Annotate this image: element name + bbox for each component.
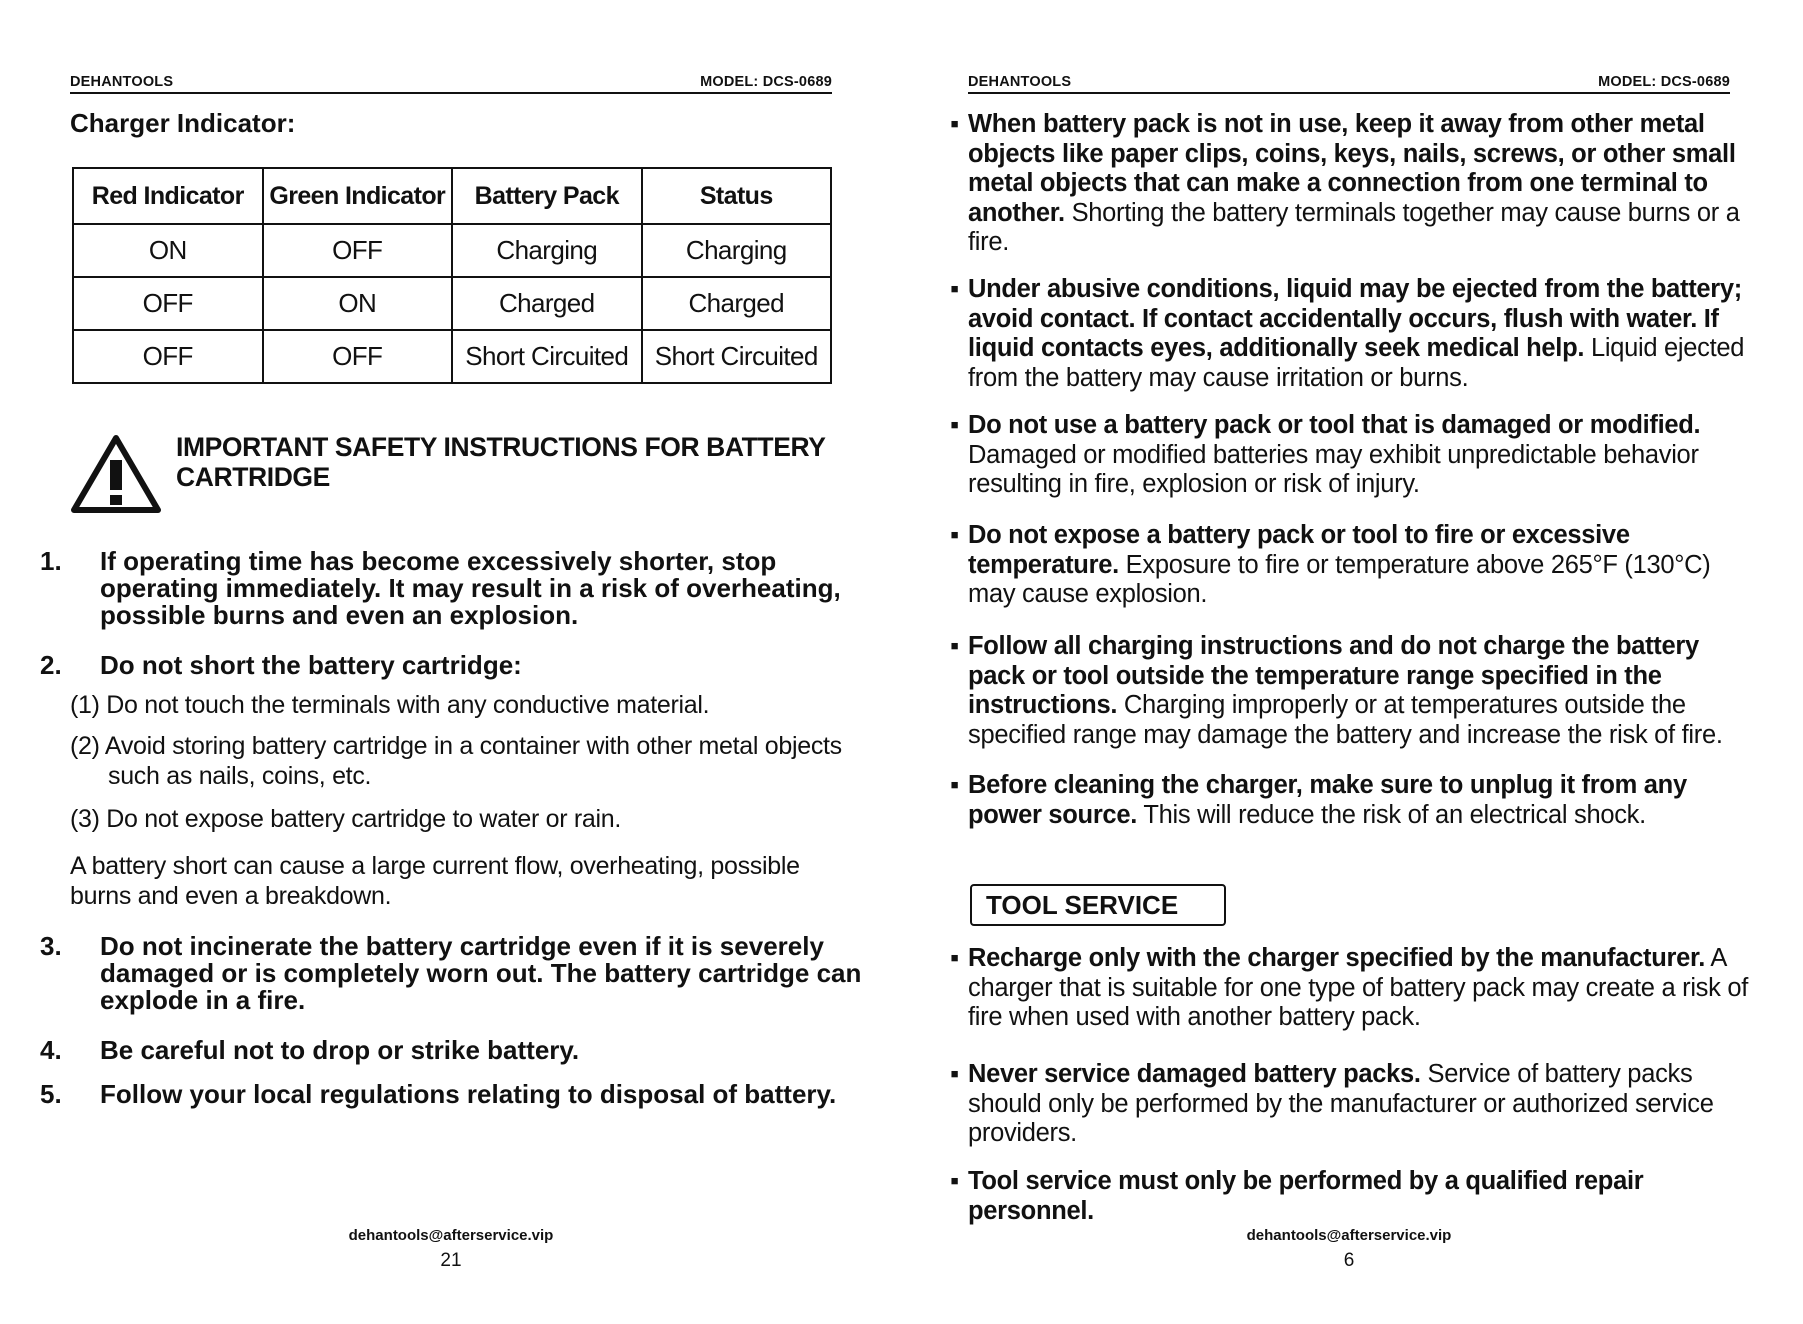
rule-number: 5. [40, 1079, 62, 1109]
sub-rule-3: (3) Do not expose battery cartridge to water or rain. [70, 805, 622, 833]
rule-2 [40, 650, 880, 680]
page-number: 6 [1343, 1250, 1355, 1271]
table-row [73, 277, 831, 330]
bullet-text: This will reduce the risk of an electrical shock. [1137, 800, 1646, 829]
bullet-text: Shorting the battery terminals together may cause burns or a fire. [968, 198, 1740, 256]
warning-triangle-icon [70, 434, 162, 514]
bullet-bold-text: Never service damaged battery packs. [968, 1060, 1421, 1088]
bullet-bold-text: Recharge only with the charger specified by the manufacturer. [968, 944, 1705, 972]
rule-4 [40, 1035, 880, 1065]
tool-service-heading: TOOL SERVICE [970, 884, 1226, 926]
bullet-item [950, 521, 1758, 610]
bullet-icon: ▪ [950, 1167, 959, 1195]
right-page [950, 0, 1749, 1290]
table-cell: Charging [452, 224, 642, 277]
table-row [73, 330, 831, 383]
rule-1 [40, 546, 880, 630]
bullet-item [950, 1060, 1758, 1149]
bullet-item [950, 275, 1758, 393]
model-number: MODEL: DCS-0689 [1598, 74, 1730, 90]
table-cell: OFF [73, 277, 263, 330]
table-cell: Short Circuited [642, 330, 832, 383]
table-cell: ON [73, 224, 263, 277]
bullet-icon: ▪ [950, 771, 959, 799]
bullet-item [950, 632, 1758, 750]
footer-email: dehantools@afterservice.vip [348, 1227, 554, 1244]
brand-name: DEHANTOOLS [70, 74, 174, 90]
bullet-icon: ▪ [950, 1060, 959, 1088]
sub-rule-1: (1) Do not touch the terminals with any conductive material. [70, 691, 710, 719]
table-cell: Short Circuited [452, 330, 642, 383]
rule-text: Be careful not to drop or strike battery. [100, 1035, 580, 1065]
column-header: Red Indicator [73, 168, 263, 224]
rule-text: Follow your local regulations relating to disposal of battery. [100, 1079, 837, 1109]
rule-text: Do not incinerate the battery cartridge even if it is severely damaged or is completely worn out. The battery cartridge can explode in a fire. [100, 931, 862, 1015]
footer-email: dehantools@afterservice.vip [1246, 1227, 1452, 1244]
table-cell: Charged [452, 277, 642, 330]
bullet-bold-text: Before cleaning the charger, make sure to unplug it from any power source. [968, 771, 1687, 829]
table-cell: Charging [642, 224, 832, 277]
warning-title: IMPORTANT SAFETY INSTRUCTIONS FOR BATTERY CARTRIDGE [176, 432, 826, 492]
bullet-bold-text: Tool service must only be performed by a qualified repair personnel. [968, 1167, 1644, 1225]
rule-number: 2. [40, 650, 62, 680]
table-cell: Charged [642, 277, 832, 330]
rule-number: 3. [40, 931, 62, 961]
bullet-bold-text: Do not use a battery pack or tool that is damaged or modified. [968, 411, 1701, 439]
rule-text: Do not short the battery cartridge: [100, 650, 522, 680]
rule-text: If operating time has become excessively shorter, stop operating immediately. It may result in a risk of overheating, possible burns and even an explosion. [100, 546, 841, 630]
bullet-text: A charger that is suitable for one type of battery pack may create a risk of fire when used with another battery pack. [968, 944, 1749, 1031]
model-number: MODEL: DCS-0689 [700, 74, 832, 90]
short-circuit-note: A battery short can cause a large current flow, overheating, possible burns and even a breakdown. [70, 852, 800, 910]
bullet-icon: ▪ [950, 521, 959, 549]
bullet-item [950, 110, 1758, 258]
bullet-item [950, 411, 1758, 500]
bullet-bold-text: Under abusive conditions, liquid may be ejected from the battery; avoid contact. If contact accidentally occurs, flush with water. If liquid contacts eyes, additionally seek medical help. [968, 275, 1742, 362]
column-header: Green Indicator [263, 168, 453, 224]
bullet-bold-text: When battery pack is not in use, keep it away from other metal objects like paper clips, coins, keys, nails, screws, or other small metal objects that can make a connection from one terminal to another. [968, 110, 1736, 227]
bullet-text: Charging improperly or at temperatures outside the specified range may damage the battery and increase the risk of fire. [968, 691, 1723, 749]
bullet-item [950, 944, 1758, 1033]
bullet-icon: ▪ [950, 632, 959, 660]
bullet-icon: ▪ [950, 411, 959, 439]
table-row [73, 224, 831, 277]
bullet-item [950, 771, 1758, 830]
table-cell: OFF [263, 224, 453, 277]
bullet-bold-text: Do not expose a battery pack or tool to fire or excessive temperature. [968, 521, 1630, 579]
bullet-item [950, 1167, 1758, 1226]
rule-number: 1. [40, 546, 62, 576]
bullet-text: Damaged or modified batteries may exhibit unpredictable behavior resulting in fire, explosion or risk of injury. [968, 440, 1699, 498]
rule-number: 4. [40, 1035, 62, 1065]
bullet-bold-text: Follow all charging instructions and do not charge the battery pack or tool outside the temperature range specified in the instructions. [968, 632, 1699, 719]
sub-rule-2: (2) Avoid storing battery cartridge in a container with other metal objects such as nails, coins, etc. [70, 732, 842, 790]
page-header [968, 74, 1730, 94]
rule-3 [40, 931, 880, 1015]
page-number: 21 [440, 1250, 462, 1271]
table-cell: ON [263, 277, 453, 330]
charger-indicator-table [72, 167, 832, 384]
bullet-icon: ▪ [950, 275, 959, 303]
bullet-icon: ▪ [950, 110, 959, 138]
bullet-text: Liquid ejected from the battery may cause irritation or burns. [968, 334, 1745, 392]
safety-warning-heading [70, 432, 832, 514]
column-header: Status [642, 168, 832, 224]
page-header [70, 74, 832, 94]
bullet-icon: ▪ [950, 944, 959, 972]
table-header-row [73, 168, 831, 224]
bullet-text: Exposure to fire or temperature above 265°F (130°C) may cause explosion. [968, 550, 1711, 608]
column-header: Battery Pack [452, 168, 642, 224]
left-page [40, 0, 862, 1290]
bullet-text: Service of battery packs should only be performed by the manufacturer or authorized service providers. [968, 1060, 1714, 1147]
brand-name: DEHANTOOLS [968, 74, 1072, 90]
section-title: Charger Indicator: [70, 108, 296, 138]
table-cell: OFF [73, 330, 263, 383]
table-cell: OFF [263, 330, 453, 383]
rule-5 [40, 1079, 840, 1109]
